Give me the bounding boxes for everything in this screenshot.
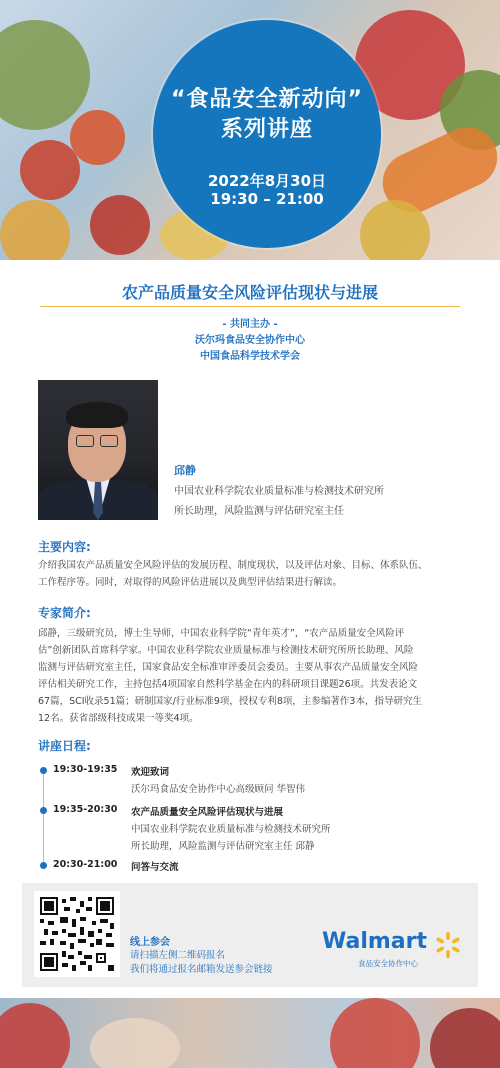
- host-walmart: 沃尔玛食品安全协作中心: [195, 335, 305, 346]
- timeline-dot: [40, 807, 47, 814]
- registration-footer: [22, 883, 478, 987]
- expert-intro-text: [38, 625, 463, 727]
- schedule-time: 20:30-21:00: [53, 859, 118, 870]
- strawberry-decoration: [0, 1003, 70, 1068]
- main-content-heading: 主要内容:: [38, 540, 91, 554]
- co-host-label: - 共同主办 -: [222, 319, 278, 330]
- timeline-dot: [40, 767, 47, 774]
- paragraph-line: 12名。获省部级科技成果一等奖4项。: [38, 713, 199, 724]
- host-cifst: 中国食品科学技术学会: [200, 351, 300, 362]
- schedule-title: 欢迎致词: [131, 767, 170, 778]
- apple-decoration: [330, 998, 420, 1068]
- speaker-photo: [38, 380, 158, 520]
- schedule-heading: 讲座日程:: [38, 739, 91, 753]
- event-date: 2022年8月30日: [207, 172, 327, 190]
- schedule-title: 农产品质量安全风险评估现状与进展: [131, 807, 284, 818]
- speaker-name: 邱静: [174, 464, 196, 477]
- schedule-time: 19:35-20:30: [53, 804, 118, 815]
- qr-code-icon: [40, 897, 114, 971]
- fruit-decoration: [90, 1018, 180, 1068]
- walmart-logo-text: Walmart: [322, 929, 428, 954]
- series-title-line2: 系列讲座: [220, 117, 313, 142]
- schedule-title: 问答与交流: [131, 862, 179, 873]
- timeline-dot: [40, 862, 47, 869]
- walmart-spark-icon: [434, 931, 462, 959]
- speaker-position: 所长助理，风险监测与评估研究室主任: [174, 506, 344, 517]
- online-instruction: 请扫描左侧二维码报名: [130, 950, 226, 961]
- timeline-line: [43, 768, 44, 868]
- expert-intro-heading: 专家简介:: [38, 606, 91, 620]
- paragraph-line: 监测与评估研究室主任，国家食品安全标准审评委员会委员。主要从事农产品质量安全风险: [38, 662, 419, 673]
- paragraph-line: 邱静，三级研究员，博士生导师，中国农业科学院“青年英才”，“农产品质量安全风险评: [38, 628, 405, 639]
- online-attend-heading: 线上参会: [130, 937, 170, 948]
- tomato-decoration: [70, 110, 125, 165]
- registration-qr-code[interactable]: [34, 891, 120, 977]
- paragraph-line: 工作程序等。同时，对取得的风险评估进展以及典型评估结果进行解读。: [38, 577, 343, 588]
- paragraph-line: 67篇，SCI收录51篇；研制国家/行业标准9项，授权专利8项，主参编著作3本，指导研究生: [38, 696, 422, 707]
- schedule-detail: 中国农业科学院农业质量标准与检测技术研究所: [131, 824, 331, 835]
- event-time: 19:30 – 21:00: [210, 190, 324, 208]
- title-divider: [40, 306, 460, 307]
- walmart-logo-subtitle: 食品安全协作中心: [358, 959, 418, 968]
- schedule-detail: 沃尔玛食品安全协作中心高级顾问 华智伟: [131, 784, 306, 795]
- tomato-decoration: [20, 140, 80, 200]
- schedule-time: 19:30-19:35: [53, 764, 118, 775]
- vegetable-decoration: [0, 20, 90, 130]
- speaker-affiliation: 中国农业科学院农业质量标准与检测技术研究所: [174, 486, 384, 497]
- pepper-decoration: [0, 200, 70, 260]
- paragraph-line: 评估相关研究工作，主持包括4项国家自然科学基金在内的科研项目课题26项。共发表论文: [38, 679, 418, 690]
- tomato-decoration: [90, 195, 150, 255]
- paragraph-line: 估”创新团队首席科学家。中国农业科学院农业质量标准与检测技术研究所所长助理、风险: [38, 645, 414, 656]
- main-content-text: [38, 557, 463, 591]
- bottom-banner: [0, 998, 500, 1068]
- online-instruction: 我们将通过报名邮箱发送参会链接: [130, 964, 273, 975]
- hero-banner: [0, 0, 500, 260]
- schedule-detail: 所长助理，风险监测与评估研究室主任 邱静: [131, 841, 315, 852]
- apple-decoration: [430, 1008, 500, 1068]
- event-badge: [153, 20, 381, 248]
- paragraph-line: 介绍我国农产品质量安全风险评估的发展历程、制度现状，以及评估对象、目标、体系队伍、: [38, 560, 428, 571]
- lecture-title: 农产品质量安全风险评估现状与进展: [121, 283, 378, 302]
- series-title-line1: “食品安全新动向”: [171, 87, 363, 112]
